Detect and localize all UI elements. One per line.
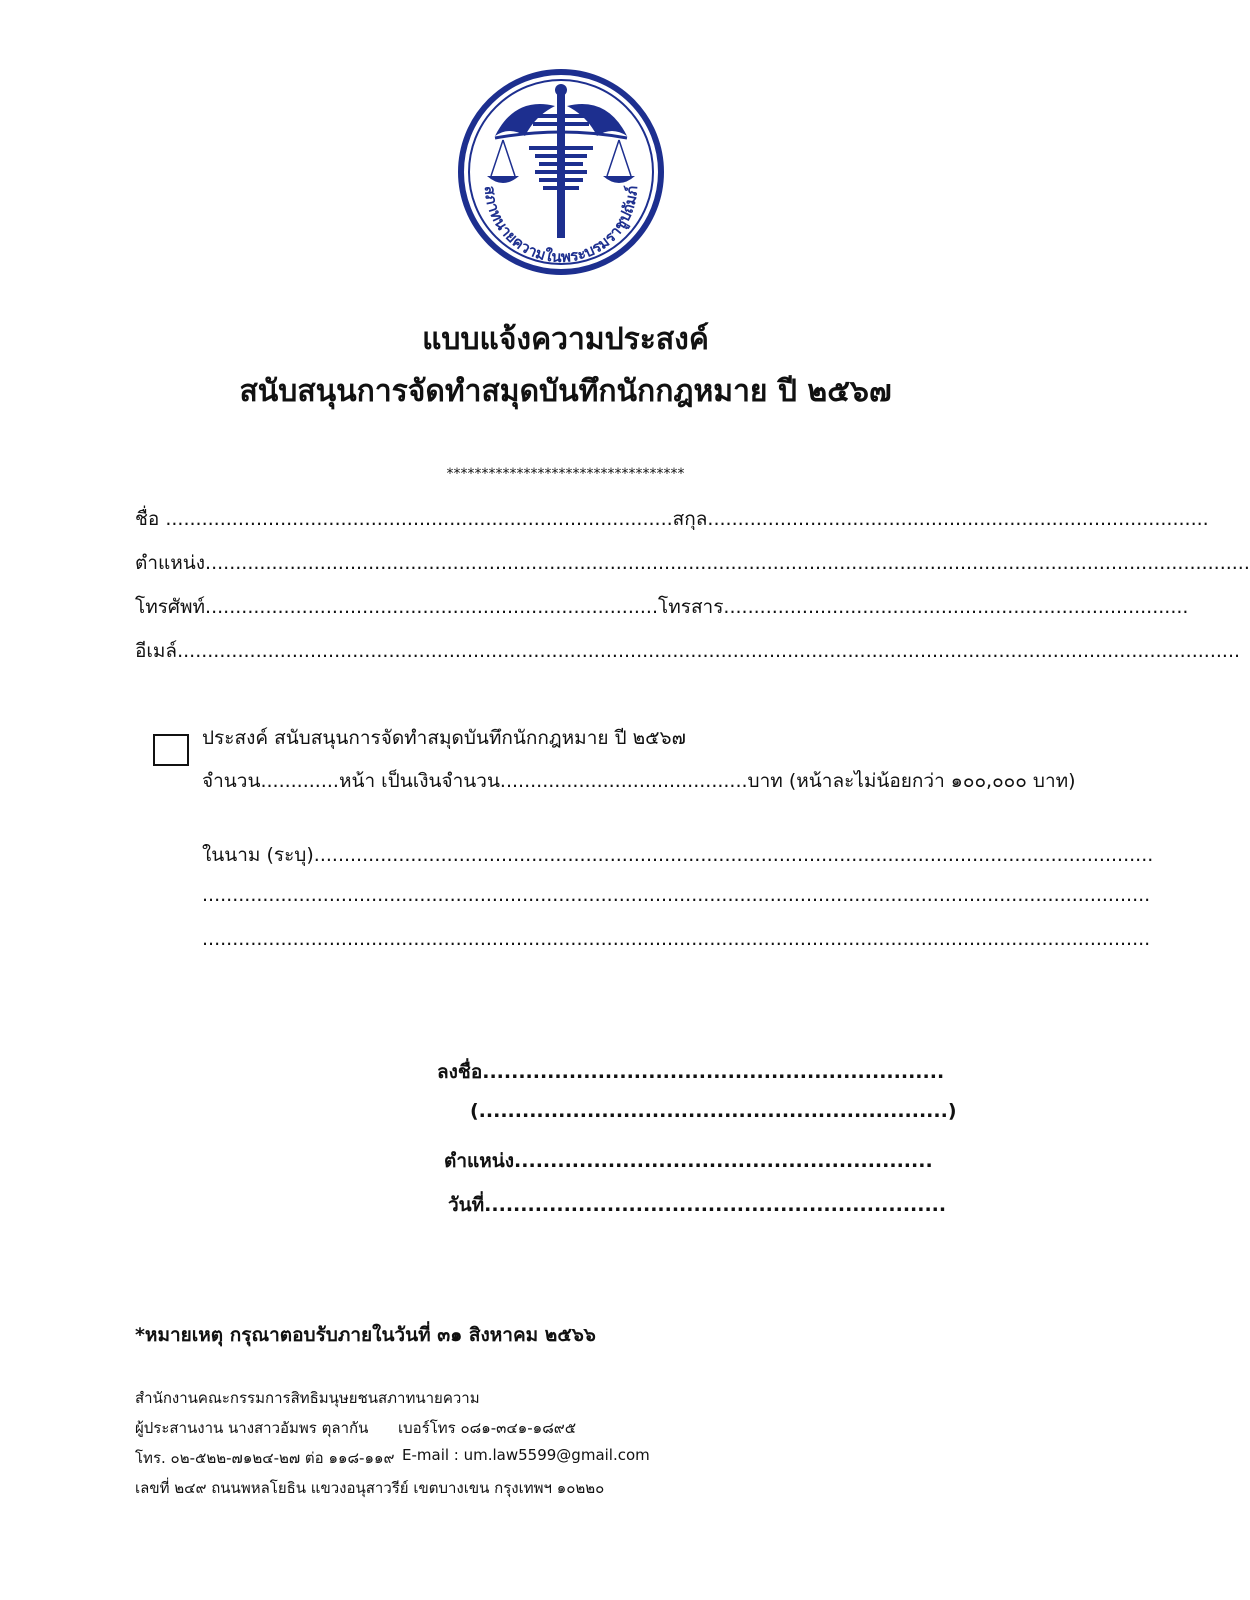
signature-position-field[interactable]: ตำแหน่ง.......................................................... xyxy=(444,1150,933,1172)
remark-note: *หมายเหตุ กรุณาตอบรับภายในวันที่ ๓๑ สิงหาคม ๒๕๖๖ xyxy=(135,1324,596,1346)
in-name-line-3[interactable]: ............................................................................................................................................................. xyxy=(202,928,1151,950)
footer-mobile: เบอร์โทร ๐๘๑-๓๔๑-๑๘๙๕ xyxy=(398,1419,577,1437)
signature-date-field[interactable]: วันที่................................................................ xyxy=(448,1194,947,1216)
footer-tel: โทร. ๐๒-๕๒๒-๗๑๒๔-๒๗ ต่อ ๑๑๘-๑๑๙ xyxy=(135,1449,395,1467)
footer-email: E-mail : um.law5599@gmail.com xyxy=(402,1446,650,1464)
support-checkbox[interactable] xyxy=(153,734,189,766)
name-surname-field[interactable]: ชื่อ ....................................................................................สกุล................................................................................... xyxy=(135,508,1209,530)
in-name-field[interactable]: ในนาม (ระบุ)........................................................................................................................................... xyxy=(202,844,1154,866)
amount-field[interactable]: จำนวน.............หน้า เป็นเงินจำนวน.........................................บาท (หน้าละไม่น้อยกว่า ๑๐๐,๐๐๐ บาท) xyxy=(202,770,1076,792)
footer-coordinator: ผู้ประสานงาน นางสาวอัมพร ตุลากัน xyxy=(135,1419,369,1437)
form-subtitle: สนับสนุนการจัดทำสมุดบันทึกนักกฎหมาย ปี ๒๕๖๗ xyxy=(239,374,892,409)
phone-fax-field[interactable]: โทรศัพท์...........................................................................โทรสาร............................................................................. xyxy=(135,596,1189,618)
in-name-line-2[interactable]: ............................................................................................................................................................. xyxy=(202,884,1151,906)
email-field[interactable]: อีเมล์................................................................................................................................................................................ xyxy=(135,640,1241,662)
footer-office: สำนักงานคณะกรรมการสิทธิมนุษยชนสภาทนายความ xyxy=(135,1389,480,1407)
signature-field[interactable]: ลงชื่อ................................................................ xyxy=(437,1061,945,1083)
seal-text: สภาทนายความในพระบรมราชูปถัมภ์ xyxy=(480,185,642,267)
form-title: แบบแจ้งความประสงค์ xyxy=(422,322,709,357)
support-option-label: ประสงค์ สนับสนุนการจัดทำสมุดบันทึกนักกฎหมาย ปี ๒๕๖๗ xyxy=(202,727,686,749)
lawyers-council-seal-logo xyxy=(455,66,667,278)
signature-name-field[interactable]: (.................................................................) xyxy=(470,1100,957,1122)
position-field[interactable]: ตำแหน่ง............................................................................................................................................................................. xyxy=(135,552,1250,574)
footer-address: เลขที่ ๒๔๙ ถนนพหลโยธิน แขวงอนุสาวรีย์ เขตบางเขน กรุงเทพฯ ๑๐๒๒๐ xyxy=(135,1479,605,1497)
separator-stars: ********************************** xyxy=(446,466,685,482)
